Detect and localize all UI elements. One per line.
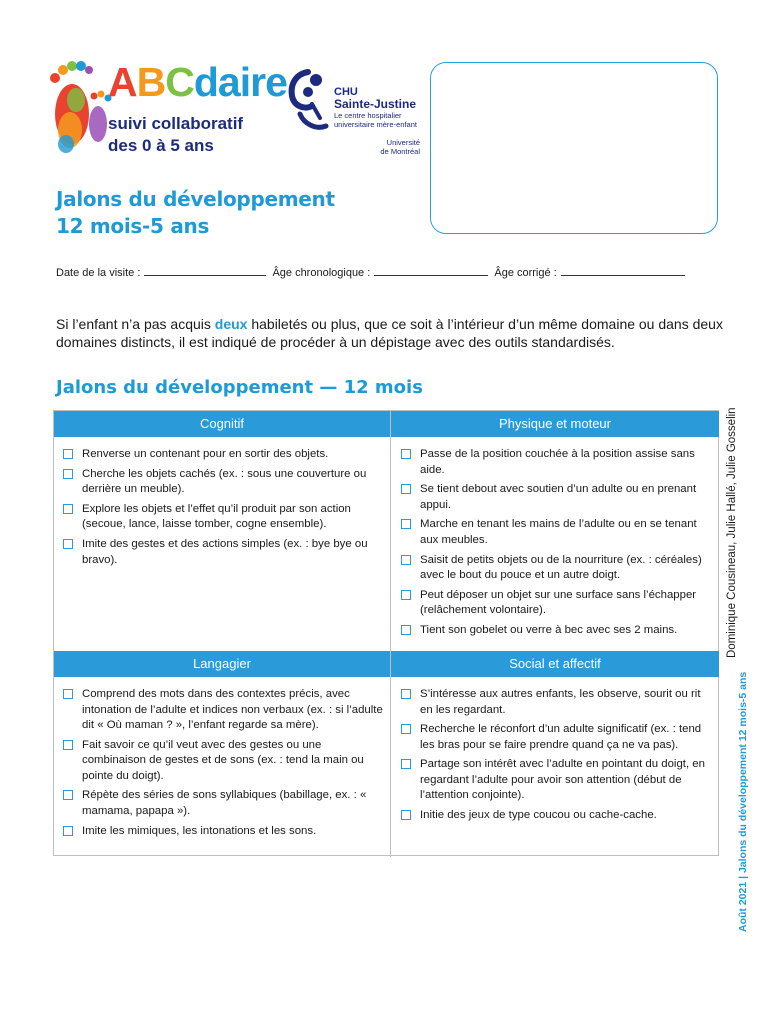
- header-langagier: Langagier: [54, 651, 390, 677]
- universite-de-montreal: [364, 138, 420, 156]
- milestone-text: Explore les objets et l’effet qu’il produit par son action (secoue, lance, laisse tomber, cogne ensemble).: [82, 502, 351, 531]
- list-langagier: [62, 687, 388, 839]
- chu-tagline-2: universitaire mère-enfant: [334, 120, 417, 129]
- milestone-item: [62, 824, 388, 840]
- milestone-item: [400, 517, 712, 548]
- corrected-age-field[interactable]: [561, 266, 685, 276]
- checkbox[interactable]: [401, 484, 411, 494]
- milestone-item: [62, 447, 388, 463]
- header-social-affectif: Social et affectif: [391, 651, 719, 677]
- milestone-text: Marche en tenant les mains de l’adulte ou en se tenant aux meubles.: [420, 518, 697, 546]
- chrono-age-label: Âge chronologique :: [272, 267, 371, 279]
- checkbox[interactable]: [63, 689, 73, 699]
- milestone-text: Peut déposer un objet sur une surface sans l’échapper (relâchement volontaire).: [420, 588, 697, 617]
- brand-letter: B: [136, 59, 166, 105]
- brand-letter: C: [165, 59, 194, 105]
- milestone-item: [400, 447, 712, 478]
- milestone-text: Imite les mimiques, les intonations et les sons.: [82, 824, 317, 837]
- cell-cognitif: [62, 447, 388, 572]
- checkbox[interactable]: [401, 555, 411, 565]
- chu-sainte-justine-logo-icon: [286, 66, 336, 136]
- brand-letter: d: [193, 59, 218, 105]
- udem-line-1: Université: [386, 138, 420, 147]
- visit-fields: [56, 266, 688, 279]
- milestone-item: [62, 467, 388, 498]
- brand-letter: a: [217, 59, 240, 105]
- milestone-text: Partage son intérêt avec l’adulte en pointant du doigt, en regardant l’adulte pour avoir son attention (début de l’attention conjointe).: [420, 758, 705, 802]
- brand-letter: r: [250, 59, 266, 105]
- milestone-item: [400, 588, 712, 619]
- chu-title: CHU: [334, 86, 358, 98]
- patient-id-box[interactable]: [430, 62, 718, 234]
- milestone-text: S’intéresse aux autres enfants, les observe, sourit ou rit en les regardant.: [420, 688, 701, 716]
- title-line-2: 12 mois-5 ans: [56, 214, 210, 238]
- chrono-age-field[interactable]: [374, 266, 488, 276]
- udem-line-2: de Montréal: [380, 147, 420, 156]
- milestone-item: [400, 623, 712, 639]
- milestone-item: [400, 757, 712, 804]
- checkbox[interactable]: [63, 504, 73, 514]
- chu-tagline-1: Le centre hospitalier: [334, 111, 402, 120]
- milestones-table: [53, 410, 719, 856]
- checkbox[interactable]: [401, 625, 411, 635]
- side-authors: Dominique Cousineau, Julie Hallé, Julie Gosselin: [726, 407, 738, 658]
- checkbox[interactable]: [63, 449, 73, 459]
- milestone-text: Cherche les objets cachés (ex. : sous une couverture ou derrière un meuble).: [82, 467, 367, 496]
- milestone-item: [62, 502, 388, 533]
- milestone-text: Comprend des mots dans des contextes précis, avec intonation de l’adulte et indices non verbaux (ex. : si l’adulte dit « Où maman ? », l’enfant regarde sa mère).: [82, 688, 383, 731]
- brand-letter: A: [108, 59, 137, 105]
- milestone-text: Saisit de petits objets ou de la nourriture (ex. : céréales) avec le bout du pouce et un autre doigt.: [420, 553, 702, 582]
- milestone-item: [400, 722, 712, 753]
- abcdaire-subtitle: [108, 113, 243, 157]
- abcdaire-feet-logo-icon: [46, 52, 116, 164]
- milestone-item: [62, 788, 388, 819]
- milestone-item: [400, 553, 712, 584]
- milestone-text: Renverse un contenant pour en sortir des objets.: [82, 448, 329, 460]
- milestone-text: Passe de la position couchée à la position assise sans aide.: [420, 448, 695, 476]
- checkbox[interactable]: [63, 826, 73, 836]
- milestone-text: Tient son gobelet ou verre à bec avec ses 2 mains.: [420, 623, 678, 636]
- checkbox[interactable]: [401, 449, 411, 459]
- page-title: [56, 186, 335, 240]
- milestone-text: Se tient debout avec soutien d’un adulte ou en prenant appui.: [420, 483, 697, 511]
- checkbox[interactable]: [401, 724, 411, 734]
- milestone-item: [400, 687, 712, 718]
- milestone-text: Initie des jeux de type coucou ou cache-cache.: [420, 809, 657, 822]
- milestone-item: [62, 537, 388, 568]
- cell-physique-moteur: [400, 447, 712, 643]
- intro-highlight: deux: [214, 316, 248, 332]
- chu-text: [334, 86, 417, 129]
- header-physique-moteur: Physique et moteur: [391, 411, 719, 437]
- chu-name: Sainte-Justine: [334, 97, 417, 111]
- abcdaire-brand: [108, 59, 287, 105]
- checkbox[interactable]: [401, 689, 411, 699]
- subtitle-line-1: suivi collaboratif: [108, 114, 244, 133]
- header-cognitif: Cognitif: [54, 411, 390, 437]
- title-line-1: Jalons du développement: [56, 187, 335, 211]
- milestone-text: Recherche le réconfort d’un adulte significatif (ex. : tend les bras pour se faire prendre quand ça ne va pas).: [420, 723, 702, 751]
- milestone-item: [400, 482, 712, 513]
- checkbox[interactable]: [63, 740, 73, 750]
- milestone-text: Imite des gestes et des actions simples (ex. : bye bye ou bravo).: [82, 538, 368, 566]
- list-physique-moteur: [400, 447, 712, 638]
- visit-date-label: Date de la visite :: [56, 267, 141, 279]
- list-social-affectif: [400, 687, 712, 824]
- column-divider: [390, 411, 391, 857]
- checkbox[interactable]: [401, 759, 411, 769]
- cell-social-affectif: [400, 687, 712, 828]
- list-cognitif: [62, 447, 388, 568]
- subtitle-line-2: des 0 à 5 ans: [108, 136, 214, 155]
- checkbox[interactable]: [401, 590, 411, 600]
- checkbox[interactable]: [63, 469, 73, 479]
- milestone-item: [400, 808, 712, 824]
- corrected-age-label: Âge corrigé :: [494, 267, 557, 279]
- intro-after: habiletés ou plus, que ce soit à l’intérieur d’un même domaine ou dans deux domaines distincts, il est indiqué de procéder à un dépistage avec des outils standardisés.: [56, 316, 723, 350]
- milestone-item: [62, 687, 388, 734]
- milestone-item: [62, 738, 388, 785]
- milestone-text: Fait savoir ce qu’il veut avec des gestes ou une combinaison de gestes et de sons (ex. : tend la main ou pointe du doigt).: [82, 738, 364, 782]
- brand-letter: e: [265, 59, 287, 105]
- checkbox[interactable]: [63, 790, 73, 800]
- visit-date-field[interactable]: [144, 266, 266, 276]
- intro-before: Si l’enfant n’a pas acquis: [56, 316, 215, 332]
- section-heading: Jalons du développement — 12 mois: [56, 377, 423, 398]
- checkbox[interactable]: [63, 539, 73, 549]
- checkbox[interactable]: [401, 519, 411, 529]
- intro-paragraph: [56, 315, 728, 351]
- brand-letter: i: [239, 59, 251, 105]
- cell-langagier: [62, 687, 388, 843]
- milestone-text: Répète des séries de sons syllabiques (babillage, ex. : « mamama, papapa »).: [82, 789, 367, 817]
- side-footer: Août 2021 | Jalons du développement 12 mois-5 ans: [737, 671, 749, 932]
- checkbox[interactable]: [401, 810, 411, 820]
